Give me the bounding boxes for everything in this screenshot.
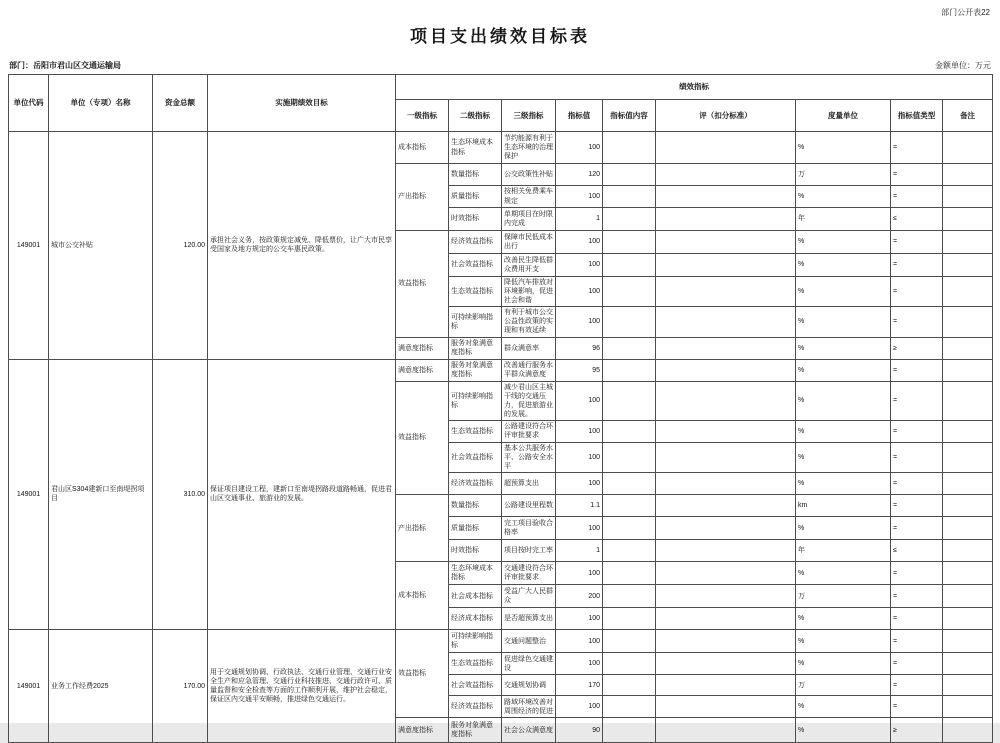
measure-unit-cell: 年 <box>796 208 891 231</box>
value-cell: 100 <box>556 473 603 495</box>
remark-cell <box>943 420 993 442</box>
evaluation-cell <box>656 585 796 608</box>
value-cell: 1 <box>556 208 603 231</box>
evaluation-cell <box>656 381 796 420</box>
level3-cell: 公交政策性补贴 <box>502 164 556 186</box>
value-cell: 100 <box>556 420 603 442</box>
level2-cell: 时效指标 <box>449 208 502 231</box>
level2-cell: 社会效益指标 <box>449 675 502 696</box>
value-content-cell <box>603 630 656 653</box>
table-row <box>9 132 993 164</box>
value-cell: 100 <box>556 630 603 653</box>
measure-unit-cell: % <box>796 442 891 472</box>
value-cell: 90 <box>556 718 603 743</box>
value-type-cell: = <box>891 442 943 472</box>
measure-unit-cell: % <box>796 231 891 254</box>
level1-cell: 产出指标 <box>396 495 449 562</box>
value-type-cell: = <box>891 495 943 517</box>
evaluation-cell <box>656 562 796 585</box>
level3-cell: 公路建设符合环评审批要求 <box>502 420 556 442</box>
remark-cell <box>943 164 993 186</box>
remark-cell <box>943 381 993 420</box>
value-cell: 95 <box>556 359 603 381</box>
level1-cell: 满意度指标 <box>396 718 449 743</box>
measure-unit-cell: km <box>796 495 891 517</box>
remark-cell <box>943 307 993 337</box>
level3-cell: 降低汽车排放对环境影响，促进社会和谐 <box>502 277 556 307</box>
value-type-cell: = <box>891 164 943 186</box>
value-content-cell <box>603 307 656 337</box>
value-type-cell: = <box>891 562 943 585</box>
measure-unit-cell: % <box>796 381 891 420</box>
level1-cell: 效益指标 <box>396 630 449 718</box>
level2-cell: 生态环境成本指标 <box>449 132 502 164</box>
level2-cell: 社会成本指标 <box>449 585 502 608</box>
value-content-cell <box>603 473 656 495</box>
unit-name-cell: 城市公交补贴 <box>49 132 153 360</box>
measure-unit-cell: % <box>796 254 891 277</box>
value-cell: 120 <box>556 164 603 186</box>
level2-cell: 服务对象满意度指标 <box>449 337 502 359</box>
table-body <box>9 132 993 743</box>
measure-unit-cell: 万 <box>796 675 891 696</box>
value-cell: 100 <box>556 307 603 337</box>
level3-cell: 超预算支出 <box>502 473 556 495</box>
remark-cell <box>943 132 993 164</box>
measure-unit-cell: 年 <box>796 540 891 562</box>
level3-cell: 有利于城市公交公益性政策的实现和有效延续 <box>502 307 556 337</box>
value-content-cell <box>603 442 656 472</box>
value-content-cell <box>603 277 656 307</box>
value-content-cell <box>603 208 656 231</box>
table-header <box>9 75 993 132</box>
value-type-cell: = <box>891 420 943 442</box>
evaluation-cell <box>656 718 796 743</box>
value-content-cell <box>603 495 656 517</box>
value-type-cell: = <box>891 608 943 630</box>
header-perf-group: 绩效指标 <box>396 75 993 100</box>
value-content-cell <box>603 540 656 562</box>
level1-cell: 成本指标 <box>396 562 449 630</box>
value-content-cell <box>603 231 656 254</box>
evaluation-cell <box>656 186 796 208</box>
value-content-cell <box>603 381 656 420</box>
measure-unit-cell: % <box>796 420 891 442</box>
value-type-cell: = <box>891 585 943 608</box>
remark-cell <box>943 359 993 381</box>
value-type-cell: ≥ <box>891 718 943 743</box>
value-content-cell <box>603 585 656 608</box>
value-cell: 100 <box>556 381 603 420</box>
value-type-cell: = <box>891 517 943 540</box>
unit-code-cell: 149001 <box>9 630 49 743</box>
level3-cell: 改善民生降低群众费用开支 <box>502 254 556 277</box>
value-cell: 100 <box>556 696 603 718</box>
measure-unit-cell: % <box>796 630 891 653</box>
evaluation-cell <box>656 337 796 359</box>
header-evaluation: 评（扣分标准） <box>656 100 796 132</box>
header-value-type: 指标值类型 <box>891 100 943 132</box>
level2-cell: 生态效益指标 <box>449 277 502 307</box>
measure-unit-cell: % <box>796 608 891 630</box>
level2-cell: 经济成本指标 <box>449 608 502 630</box>
meta-row <box>9 60 991 71</box>
evaluation-cell <box>656 164 796 186</box>
level3-cell: 保障市民低成本出行 <box>502 231 556 254</box>
value-type-cell: = <box>891 359 943 381</box>
level1-cell: 效益指标 <box>396 231 449 338</box>
unit-name-cell: 业务工作经费2025 <box>49 630 153 743</box>
value-content-cell <box>603 359 656 381</box>
corner-note: 部门公开表22 <box>941 8 990 17</box>
level1-cell: 效益指标 <box>396 381 449 495</box>
header-level1: 一级指标 <box>396 100 449 132</box>
level3-cell: 是否超预算支出 <box>502 608 556 630</box>
fund-cell: 310.00 <box>153 359 208 630</box>
table-row <box>9 359 993 381</box>
header-remark: 备注 <box>943 100 993 132</box>
goal-cell: 承担社会义务，按政策规定减免、降低票价，让广大市民享受国家及地方规定的公交车惠民政策。 <box>208 132 396 360</box>
value-type-cell: ≤ <box>891 540 943 562</box>
page-title: 项目支出绩效目标表 <box>410 27 590 46</box>
level1-cell: 成本指标 <box>396 132 449 164</box>
evaluation-cell <box>656 277 796 307</box>
evaluation-cell <box>656 675 796 696</box>
value-cell: 100 <box>556 231 603 254</box>
level3-cell: 公路建设里程数 <box>502 495 556 517</box>
value-cell: 100 <box>556 653 603 675</box>
unit-name-cell: 君山区S304建新口至南堤拐项目 <box>49 359 153 630</box>
measure-unit-cell: % <box>796 359 891 381</box>
value-content-cell <box>603 132 656 164</box>
level3-cell: 交通规划协调 <box>502 675 556 696</box>
remark-cell <box>943 277 993 307</box>
level3-cell: 促进绿色交通建设 <box>502 653 556 675</box>
value-type-cell: = <box>891 307 943 337</box>
value-content-cell <box>603 608 656 630</box>
value-cell: 96 <box>556 337 603 359</box>
performance-table <box>8 74 993 743</box>
remark-cell <box>943 585 993 608</box>
evaluation-cell <box>656 307 796 337</box>
level2-cell: 社会效益指标 <box>449 254 502 277</box>
level3-cell: 改善通行服务水平群众满意度 <box>502 359 556 381</box>
level1-cell: 产出指标 <box>396 164 449 231</box>
remark-cell <box>943 231 993 254</box>
level2-cell: 可持续影响指标 <box>449 630 502 653</box>
level2-cell: 数量指标 <box>449 164 502 186</box>
level3-cell: 受益广大人民群众 <box>502 585 556 608</box>
value-type-cell: = <box>891 696 943 718</box>
evaluation-cell <box>656 359 796 381</box>
level3-cell: 社会公众满意度 <box>502 718 556 743</box>
goal-cell: 用于交通规划协调、行政执法、交通行业管理、交通行业安全生产和应急管理、交通行业科技推进、交通行政许可、质量监督和安全检查等方面的工作顺利开展，维护社会稳定，保证区内交通平安顺畅，推进绿色交通运行。 <box>208 630 396 743</box>
value-content-cell <box>603 337 656 359</box>
header-value-content: 指标值内容 <box>603 100 656 132</box>
measure-unit-cell: % <box>796 132 891 164</box>
remark-cell <box>943 696 993 718</box>
header-total-fund: 资金总额 <box>153 75 208 132</box>
value-content-cell <box>603 164 656 186</box>
value-type-cell: = <box>891 254 943 277</box>
value-content-cell <box>603 675 656 696</box>
evaluation-cell <box>656 442 796 472</box>
evaluation-cell <box>656 254 796 277</box>
fund-cell: 120.00 <box>153 132 208 360</box>
level2-cell: 质量指标 <box>449 186 502 208</box>
measure-unit-cell: % <box>796 473 891 495</box>
measure-unit-cell: % <box>796 307 891 337</box>
measure-unit-cell: % <box>796 517 891 540</box>
value-content-cell <box>603 186 656 208</box>
header-impl-goal: 实施期绩效目标 <box>208 75 396 132</box>
remark-cell <box>943 517 993 540</box>
measure-unit-cell: % <box>796 696 891 718</box>
level3-cell: 减少君山区主城干线的交通压力，促进旅游业的发展。 <box>502 381 556 420</box>
level2-cell: 数量指标 <box>449 495 502 517</box>
remark-cell <box>943 208 993 231</box>
value-type-cell: ≤ <box>891 208 943 231</box>
level2-cell: 可持续影响指标 <box>449 307 502 337</box>
evaluation-cell <box>656 630 796 653</box>
value-type-cell: = <box>891 381 943 420</box>
level2-cell: 服务对象满意度指标 <box>449 718 502 743</box>
level2-cell: 经济效益指标 <box>449 696 502 718</box>
value-cell: 1.1 <box>556 495 603 517</box>
value-cell: 100 <box>556 186 603 208</box>
value-cell: 100 <box>556 254 603 277</box>
value-cell: 170 <box>556 675 603 696</box>
measure-unit-cell: 万 <box>796 164 891 186</box>
value-content-cell <box>603 653 656 675</box>
measure-unit-cell: 万 <box>796 585 891 608</box>
evaluation-cell <box>656 132 796 164</box>
value-type-cell: = <box>891 231 943 254</box>
level2-cell: 服务对象满意度指标 <box>449 359 502 381</box>
remark-cell <box>943 337 993 359</box>
header-value: 指标值 <box>556 100 603 132</box>
value-content-cell <box>603 517 656 540</box>
measure-unit-cell: % <box>796 186 891 208</box>
header-level2: 二级指标 <box>449 100 502 132</box>
remark-cell <box>943 608 993 630</box>
remark-cell <box>943 186 993 208</box>
evaluation-cell <box>656 517 796 540</box>
level2-cell: 经济效益指标 <box>449 231 502 254</box>
remark-cell <box>943 653 993 675</box>
value-cell: 100 <box>556 442 603 472</box>
amount-unit-label: 金额单位：万元 <box>935 61 991 70</box>
header-measure-unit: 度量单位 <box>796 100 891 132</box>
evaluation-cell <box>656 231 796 254</box>
measure-unit-cell: % <box>796 562 891 585</box>
department-label: 部门：岳阳市君山区交通运输局 <box>9 61 121 70</box>
value-type-cell: = <box>891 653 943 675</box>
header-row-1 <box>9 75 993 100</box>
level1-cell: 满意度指标 <box>396 359 449 381</box>
value-content-cell <box>603 718 656 743</box>
value-content-cell <box>603 254 656 277</box>
remark-cell <box>943 442 993 472</box>
evaluation-cell <box>656 540 796 562</box>
unit-code-cell: 149001 <box>9 359 49 630</box>
value-cell: 1 <box>556 540 603 562</box>
level3-cell: 单期项目在时限内完成 <box>502 208 556 231</box>
remark-cell <box>943 630 993 653</box>
level3-cell: 交通问题整治 <box>502 630 556 653</box>
table-row <box>9 630 993 653</box>
level3-cell: 项目按时完工率 <box>502 540 556 562</box>
value-cell: 100 <box>556 277 603 307</box>
evaluation-cell <box>656 473 796 495</box>
remark-cell <box>943 540 993 562</box>
level2-cell: 生态效益指标 <box>449 653 502 675</box>
level3-cell: 交通建设符合环评审批要求 <box>502 562 556 585</box>
measure-unit-cell: % <box>796 277 891 307</box>
evaluation-cell <box>656 696 796 718</box>
value-cell: 100 <box>556 132 603 164</box>
evaluation-cell <box>656 608 796 630</box>
level2-cell: 生态环境成本指标 <box>449 562 502 585</box>
value-type-cell: = <box>891 473 943 495</box>
level2-cell: 可持续影响指标 <box>449 381 502 420</box>
level3-cell: 群众满意率 <box>502 337 556 359</box>
header-unit-name: 单位（专项）名称 <box>49 75 153 132</box>
value-type-cell: = <box>891 277 943 307</box>
measure-unit-cell: % <box>796 337 891 359</box>
fund-cell: 170.00 <box>153 630 208 743</box>
goal-cell: 保证项目建设工程，建新口至南堤拐路段道路畅通，促进君山区交通事业、旅游业的发展。 <box>208 359 396 630</box>
level3-cell: 节约能源有利于生态环境的治理保护 <box>502 132 556 164</box>
measure-unit-cell: % <box>796 718 891 743</box>
remark-cell <box>943 562 993 585</box>
level1-cell: 满意度指标 <box>396 337 449 359</box>
level3-cell: 按相关免费乘车规定 <box>502 186 556 208</box>
level2-cell: 时效指标 <box>449 540 502 562</box>
remark-cell <box>943 675 993 696</box>
remark-cell <box>943 718 993 743</box>
evaluation-cell <box>656 653 796 675</box>
value-cell: 200 <box>556 585 603 608</box>
value-type-cell: = <box>891 132 943 164</box>
evaluation-cell <box>656 420 796 442</box>
value-type-cell: = <box>891 630 943 653</box>
evaluation-cell <box>656 495 796 517</box>
remark-cell <box>943 495 993 517</box>
remark-cell <box>943 254 993 277</box>
value-cell: 100 <box>556 608 603 630</box>
level2-cell: 质量指标 <box>449 517 502 540</box>
level3-cell: 路域环境改善对周围经济的促进 <box>502 696 556 718</box>
unit-code-cell: 149001 <box>9 132 49 360</box>
value-type-cell: = <box>891 186 943 208</box>
value-type-cell: = <box>891 675 943 696</box>
value-type-cell: ≥ <box>891 337 943 359</box>
value-content-cell <box>603 420 656 442</box>
level2-cell: 社会效益指标 <box>449 442 502 472</box>
level2-cell: 生态效益指标 <box>449 420 502 442</box>
measure-unit-cell: % <box>796 653 891 675</box>
remark-cell <box>943 473 993 495</box>
level3-cell: 基本公共服务水平、公路安全水平 <box>502 442 556 472</box>
evaluation-cell <box>656 208 796 231</box>
value-cell: 100 <box>556 562 603 585</box>
value-content-cell <box>603 696 656 718</box>
level3-cell: 完工项目验收合格率 <box>502 517 556 540</box>
header-unit-code: 单位代码 <box>9 75 49 132</box>
value-cell: 100 <box>556 517 603 540</box>
level2-cell: 经济效益指标 <box>449 473 502 495</box>
header-level3: 三级指标 <box>502 100 556 132</box>
value-content-cell <box>603 562 656 585</box>
